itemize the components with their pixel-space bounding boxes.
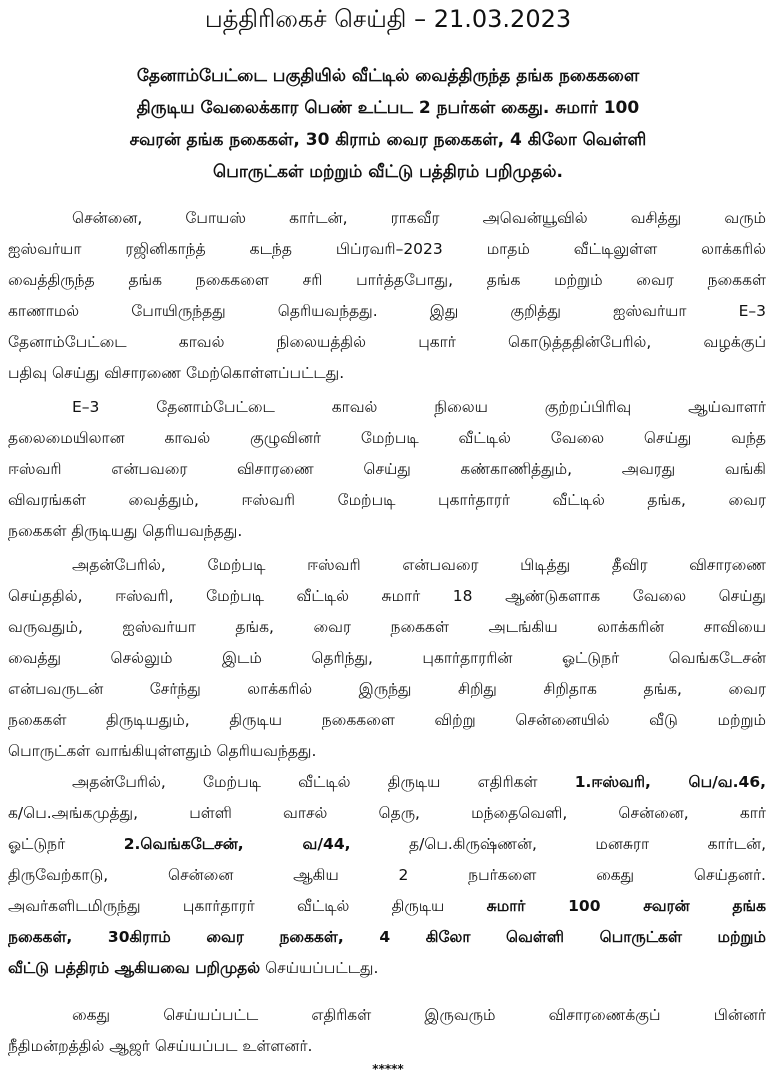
accused-2-details: 2.வெங்கடேசன், வ/44,	[123, 835, 351, 853]
paragraph-line	[8, 829, 766, 860]
paragraph-arrest	[8, 767, 766, 984]
paragraph-line	[8, 767, 766, 798]
headline	[40, 60, 736, 188]
paragraph-line: காணாமல் போயிருந்தது தெரியவந்தது. இது குறித்து ஐஸ்வர்யா E–3	[8, 302, 766, 320]
paragraph-line: பதிவு செய்து விசாரணை மேற்கொள்ளப்பட்டது.	[8, 364, 345, 382]
headline-line: பொருட்கள் மற்றும் வீட்டு பத்திரம் பறிமுதல்.	[213, 162, 563, 182]
paragraph-line: ஐஸ்வர்யா ரஜினிகாந்த் கடந்த பிப்ரவரி–2023 மாதம் வீட்டிலுள்ள லாக்கரில்	[8, 240, 766, 258]
paragraph-line: என்பவருடன் சேர்ந்து லாக்கரில் இருந்து சிறிது சிறிதாக தங்க, வைர	[8, 680, 766, 698]
paragraph-line: தலைமையிலான காவல் குழுவினர் மேற்படி வீட்டில் வேலை செய்து வந்த	[8, 429, 766, 447]
line-text: ஓட்டுநர்	[8, 835, 124, 853]
paragraph-line: விவரங்கள் வைத்தும், ஈஸ்வரி மேற்படி புகார்தாரர் வீட்டில் தங்க, வைர	[8, 491, 766, 509]
paragraph-line: செய்ததில், ஈஸ்வரி, மேற்படி வீட்டில் சுமார் 18 ஆண்டுகளாக வேலை செய்து	[8, 587, 766, 605]
paragraph-court	[8, 1000, 766, 1062]
line-text: த/பெ.கிருஷ்ணன், மனசுரா கார்டன்,	[350, 835, 766, 853]
paragraph-line: நீதிமன்றத்தில் ஆஜர் செய்யப்பட உள்ளனர்.	[8, 1037, 313, 1055]
paragraph-line: E–3 தேனாம்பேட்டை காவல் நிலைய குற்றப்பிரிவு ஆய்வாளர்	[72, 398, 766, 416]
paragraph-line: வைத்து செல்லும் இடம் தெரிந்து, புகார்தாரரின் ஓட்டுநர் வெங்கடேசன்	[8, 649, 766, 667]
end-marker: *****	[372, 1062, 404, 1076]
paragraph-complaint	[8, 203, 766, 389]
paragraph-investigation	[8, 392, 766, 547]
paragraph-line: அதன்பேரில், மேற்படி ஈஸ்வரி என்பவரை பிடித்து தீவிர விசாரணை	[72, 556, 766, 574]
seized-items: வீட்டு பத்திரம் ஆகியவை பறிமுதல்	[8, 959, 261, 977]
paragraph-line: வருவதும், ஐஸ்வர்யா தங்க, வைர நகைகள் அடங்கிய லாக்கரின் சாவியை	[8, 618, 766, 636]
paragraph-line	[8, 953, 766, 984]
headline-line: சவரன் தங்க நகைகள், 30 கிராம் வைர நகைகள், 4 கிலோ வெள்ளி	[129, 130, 647, 150]
paragraph-line: தேனாம்பேட்டை காவல் நிலையத்தில் புகார் கொடுத்ததின்பேரில், வழக்குப்	[8, 333, 766, 351]
paragraph-line: கைது செய்யப்பட்ட எதிரிகள் இருவரும் விசாரணைக்குப் பின்னர்	[72, 1006, 766, 1024]
line-text: அதன்பேரில், மேற்படி வீட்டில் திருடிய எதிரிகள்	[72, 773, 575, 791]
paragraph-line: நகைகள் திருடியது தெரியவந்தது.	[8, 522, 243, 540]
line-text: அவர்களிடமிருந்து புகார்தாரர் வீட்டில் திருடிய	[8, 897, 487, 915]
paragraph-line: நகைகள் திருடியதும், திருடிய நகைகளை விற்று சென்னையில் வீடு மற்றும்	[8, 711, 766, 729]
seized-items: நகைகள், 30கிராம் வைர நகைகள், 4 கிலோ வெள்ளி பொருட்கள் மற்றும்	[8, 928, 766, 946]
paragraph-line: ஈஸ்வரி என்பவரை விசாரணை செய்து கண்காணித்தும், அவரது வங்கி	[8, 460, 766, 478]
line-text: செய்யப்பட்டது.	[260, 959, 379, 977]
paragraph-interrogation	[8, 550, 766, 767]
line-text: திருவேற்காடு, சென்னை ஆகிய 2 நபர்களை கைது செய்தனர்.	[8, 866, 766, 884]
headline-line: தேனாம்பேட்டை பகுதியில் வீட்டில் வைத்திருந்த தங்க நகைகளை	[136, 66, 640, 86]
paragraph-line: வைத்திருந்த தங்க நகைகளை சரி பார்த்தபோது, தங்க மற்றும் வைர நகைகள்	[8, 271, 766, 289]
accused-1-details: 1.ஈஸ்வரி, பெ/வ.46,	[574, 773, 766, 791]
seized-items: சுமார் 100 சவரன் தங்க	[486, 897, 766, 915]
paragraph-line: சென்னை, போயஸ் கார்டன், ராகவீர அவென்யூவில் வசித்து வரும்	[72, 209, 766, 227]
headline-line: திருடிய வேலைக்கார பெண் உட்பட 2 நபர்கள் கைது. சுமார் 100	[136, 98, 640, 118]
paragraph-line	[8, 860, 766, 891]
paragraph-line	[8, 922, 766, 953]
document-title: பத்திரிகைச் செய்தி – 21.03.2023	[204, 5, 572, 33]
paragraph-line	[8, 798, 766, 829]
paragraph-line	[8, 891, 766, 922]
paragraph-line: பொருட்கள் வாங்கியுள்ளதும் தெரியவந்தது.	[8, 742, 317, 760]
line-text: க/பெ.அங்கமுத்து, பள்ளி வாசல் தெரு, மந்தைவெளி, சென்னை, கார்	[8, 804, 766, 822]
